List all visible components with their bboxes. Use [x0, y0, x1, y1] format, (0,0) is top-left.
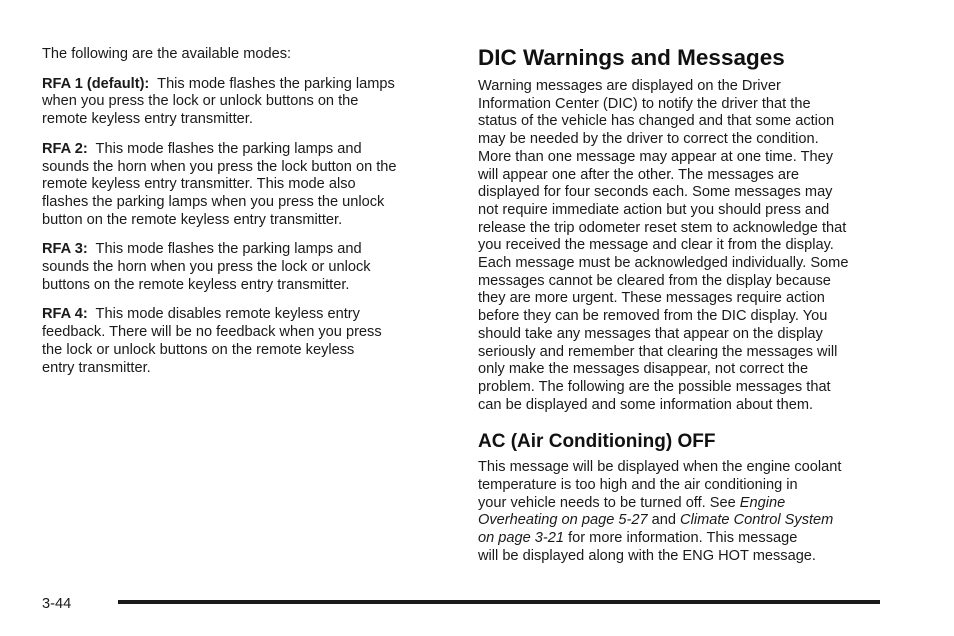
body-text: your vehicle needs to be turned off. See — [478, 494, 740, 511]
body-line: Information Center (DIC) to notify the driver that the — [478, 95, 811, 112]
mode-text: buttons on the remote keyless entry transmitter. — [42, 276, 350, 293]
mode-text: This mode flashes the parking lamps and — [95, 140, 362, 157]
body-line: will appear one after the other. The messages are — [478, 166, 799, 183]
mode-label: RFA 4: — [42, 306, 88, 323]
mode-label: RFA 1 (default): — [42, 75, 150, 92]
left-column — [42, 46, 442, 389]
engine-overheating-reference: Overheating on page 5-27 — [478, 512, 648, 529]
body-line: messages cannot be cleared from the display because — [478, 272, 831, 289]
mode-text: remote keyless entry transmitter. — [42, 111, 253, 128]
body-line: not require immediate action but you should press and — [478, 201, 830, 218]
body-line: they are more urgent. These messages require action — [478, 290, 825, 307]
mode-rfa3 — [42, 241, 442, 294]
mode-label: RFA 3: — [42, 241, 88, 258]
mode-rfa1 — [42, 76, 442, 129]
body-line: only make the messages disappear, not correct the — [478, 361, 809, 378]
body-line: problem. The following are the possible messages that — [478, 378, 831, 395]
body-text: and — [647, 512, 681, 529]
mode-text: remote keyless entry transmitter. This mode also — [42, 176, 356, 193]
climate-control-reference: on page 3-21 — [478, 530, 565, 547]
subsection-heading: AC (Air Conditioning) OFF — [478, 431, 716, 453]
body-line: you received the message and clear it from the display. — [478, 237, 834, 254]
body-line: displayed for four seconds each. Some messages may — [478, 184, 833, 201]
body-line: More than one message may appear at one time. They — [478, 148, 834, 165]
right-column — [478, 44, 888, 566]
engine-overheating-reference: Engine — [739, 494, 786, 511]
body-line: temperature is too high and the air conditioning in — [478, 477, 798, 494]
mode-label: RFA 2: — [42, 140, 88, 157]
section-heading: DIC Warnings and Messages — [478, 45, 785, 70]
ac-off-body — [478, 459, 888, 565]
body-line: release the trip odometer reset stem to acknowledge that — [478, 219, 847, 236]
mode-text: sounds the horn when you press the lock or unlock — [42, 259, 371, 276]
mode-text: the lock or unlock buttons on the remote keyless — [42, 341, 355, 358]
mode-text: entry transmitter. — [42, 359, 151, 376]
mode-rfa2 — [42, 141, 442, 230]
body-line: Each message must be acknowledged individually. Some — [478, 255, 849, 272]
body-line: status of the vehicle has changed and that some action — [478, 113, 835, 130]
body-line: Warning messages are displayed on the Driver — [478, 78, 781, 94]
body-line: This message will be displayed when the engine coolant — [478, 459, 842, 476]
mode-text: This mode disables remote keyless entry — [95, 306, 360, 323]
mode-text: flashes the parking lamps when you press the unlock — [42, 193, 385, 210]
mode-text: feedback. There will be no feedback when you press — [42, 324, 382, 341]
climate-control-reference: Climate Control System — [680, 512, 834, 529]
mode-text: sounds the horn when you press the lock button on the — [42, 158, 397, 175]
body-text: for more information. This message — [564, 530, 798, 547]
body-line: can be displayed and some information about them. — [478, 396, 814, 413]
mode-text: when you press the lock or unlock buttons on the — [42, 93, 359, 110]
modes-intro: The following are the available modes: — [42, 46, 292, 62]
body-line: should take any messages that appear on the display — [478, 325, 823, 342]
body-line: will be displayed along with the ENG HOT message. — [478, 547, 816, 564]
mode-text: This mode flashes the parking lamps — [157, 75, 395, 92]
mode-text: This mode flashes the parking lamps and — [95, 241, 362, 258]
mode-text: button on the remote keyless entry transmitter. — [42, 211, 343, 228]
body-line: may be needed by the driver to correct the condition. — [478, 131, 819, 148]
page-number: 3-44 — [42, 596, 72, 612]
body-line: before they can be removed from the DIC display. You — [478, 308, 828, 325]
mode-rfa4 — [42, 306, 442, 377]
dic-body — [478, 78, 888, 414]
footer-rule — [118, 600, 880, 604]
body-line: seriously and remember that clearing the messages will — [478, 343, 838, 360]
